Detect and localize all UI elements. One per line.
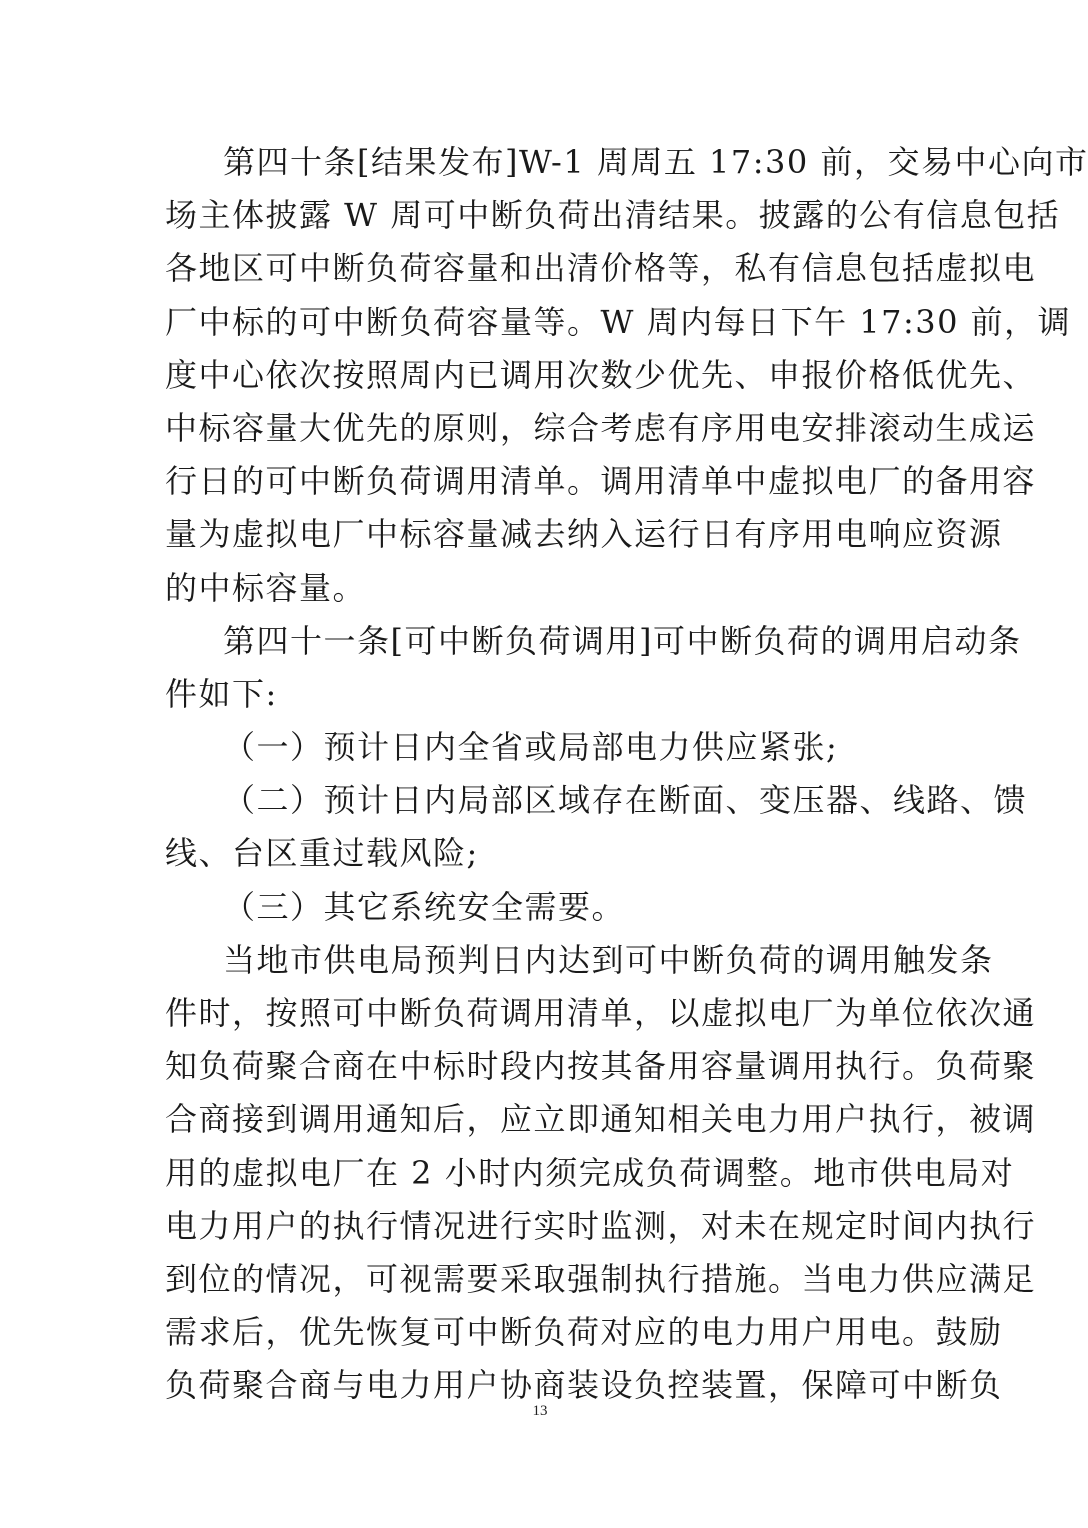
paragraph-line: 场主体披露 W 周可中断负荷出清结果。披露的公有信息包括 [165, 196, 1061, 235]
paragraph-line: 第四十一条[可中断负荷调用]可中断负荷的调用启动条 [223, 621, 1022, 660]
paragraph-line: 的中标容量。 [165, 568, 367, 607]
paragraph-line: 负荷聚合商与电力用户协商装设负控装置，保障可中断负 [165, 1366, 1003, 1405]
paragraph-line: 第四十条[结果发布]W-1 周周五 17:30 前，交易中心向市 [223, 143, 1088, 181]
paragraph-line: 电力用户的执行情况进行实时监测，对未在规定时间内执行 [165, 1206, 1037, 1245]
paragraph-line: 当地市供电局预判日内达到可中断负荷的调用触发条 [223, 940, 994, 979]
paragraph-line: 量为虚拟电厂中标容量减去纳入运行日有序用电响应资源 [165, 515, 1003, 554]
list-item: （三）其它系统安全需要。 [223, 887, 626, 926]
paragraph-line: 合商接到调用通知后，应立即通知相关电力用户执行，被调 [165, 1100, 1037, 1139]
list-item: 线、台区重过载风险; [165, 834, 479, 873]
paragraph-line: 用的虚拟电厂在 2 小时内须完成负荷调整。地市供电局对 [165, 1153, 1015, 1192]
paragraph-line: 知负荷聚合商在中标时段内按其备用容量调用执行。负荷聚 [165, 1047, 1037, 1086]
paragraph-line: 度中心依次按照周内已调用次数少优先、申报价格低优先、 [165, 355, 1037, 394]
page-number: 13 [532, 1403, 548, 1419]
paragraph-line: 件如下: [165, 674, 278, 713]
paragraph-line: 各地区可中断负荷容量和出清价格等，私有信息包括虚拟电 [165, 249, 1037, 288]
paragraph-line: 行日的可中断负荷调用清单。调用清单中虚拟电厂的备用容 [165, 462, 1037, 501]
paragraph-line: 厂中标的可中断负荷容量等。W 周内每日下午 17:30 前，调 [165, 302, 1072, 341]
paragraph-line: 中标容量大优先的原则，综合考虑有序用电安排滚动生成运 [165, 408, 1037, 447]
paragraph-line: 需求后，优先恢复可中断负荷对应的电力用户用电。鼓励 [165, 1313, 1003, 1352]
paragraph-line: 件时，按照可中断负荷调用清单，以虚拟电厂为单位依次通 [165, 994, 1037, 1032]
list-item: （二）预计日内局部区域存在断面、变压器、线路、馈 [223, 781, 1028, 820]
document-body [165, 136, 1088, 1413]
list-item: （一）预计日内全省或局部电力供应紧张; [223, 728, 839, 767]
paragraph-line: 到位的情况，可视需要采取强制执行措施。当电力供应满足 [165, 1259, 1037, 1298]
